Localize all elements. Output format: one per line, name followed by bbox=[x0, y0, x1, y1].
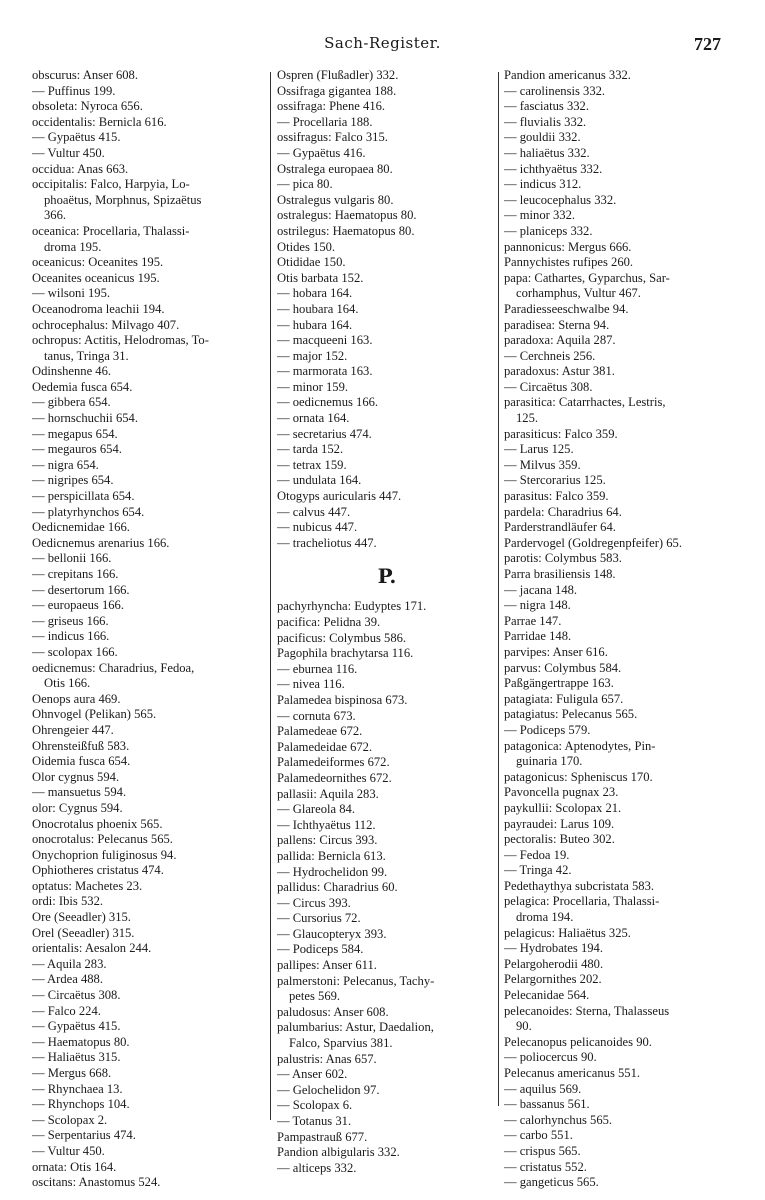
index-entry: pectoralis: Buteo 302. bbox=[504, 832, 615, 847]
index-entry: Otis barbata 152. bbox=[277, 270, 364, 285]
index-entry: — oedicnemus 166. bbox=[277, 395, 379, 410]
index-entry: oceanica: Procellaria, Thalassi- bbox=[32, 223, 190, 238]
index-entry: pacificus: Colymbus 586. bbox=[277, 630, 407, 645]
index-entry: — Haematopus 80. bbox=[32, 1034, 130, 1049]
index-entry-continuation: tanus, Tringa 31. bbox=[44, 348, 129, 363]
index-entry: occipitalis: Falco, Harpyia, Lo- bbox=[32, 177, 190, 192]
index-entry: — eburnea 116. bbox=[277, 661, 358, 676]
index-entry: Palamedea bispinosa 673. bbox=[277, 692, 408, 707]
index-entry: — carolinensis 332. bbox=[504, 83, 606, 98]
index-entry: Oceanodroma leachii 194. bbox=[32, 301, 165, 316]
index-entry: — macqueeni 163. bbox=[277, 333, 373, 348]
index-entry: Orel (Seeadler) 315. bbox=[32, 925, 135, 940]
index-entry: optatus: Machetes 23. bbox=[32, 878, 143, 893]
index-entry: pallipes: Anser 611. bbox=[277, 958, 377, 973]
index-entry: — Falco 224. bbox=[32, 1003, 101, 1018]
index-entry: — planiceps 332. bbox=[504, 223, 593, 238]
index-entry: paradoxa: Aquila 287. bbox=[504, 333, 616, 348]
index-entry: olor: Cygnus 594. bbox=[32, 800, 123, 815]
index-entry: Palamedeornithes 672. bbox=[277, 770, 392, 785]
index-entry: parotis: Colymbus 583. bbox=[504, 551, 622, 566]
index-entry: — Hydrochelidon 99. bbox=[277, 864, 388, 879]
index-entry: orientalis: Aesalon 244. bbox=[32, 941, 152, 956]
index-entry: Onocrotalus phoenix 565. bbox=[32, 816, 163, 831]
index-entry-continuation: droma 195. bbox=[44, 239, 102, 254]
index-entry: ostralegus: Haematopus 80. bbox=[277, 208, 417, 223]
index-entry: Ostralega europaea 80. bbox=[277, 161, 393, 176]
index-entry-continuation: phoaëtus, Morphnus, Spizaëtus bbox=[44, 192, 202, 207]
index-entry: — gouldii 332. bbox=[504, 130, 581, 145]
index-entry: — Vultur 450. bbox=[32, 1143, 105, 1158]
index-entry: ornata: Otis 164. bbox=[32, 1159, 117, 1174]
index-entry: Olor cygnus 594. bbox=[32, 769, 120, 784]
index-entry: patagonica: Aptenodytes, Pin- bbox=[504, 738, 656, 753]
index-entry: Onychoprion fuliginosus 94. bbox=[32, 847, 177, 862]
index-entry: payraudei: Larus 109. bbox=[504, 816, 615, 831]
index-entry: Otides 150. bbox=[277, 239, 336, 254]
index-entry: parasitica: Catarrhactes, Lestris, bbox=[504, 395, 666, 410]
index-entry: Parra brasiliensis 148. bbox=[504, 567, 616, 581]
column-2-o-entries bbox=[277, 68, 497, 551]
index-entry: — platyrhynchos 654. bbox=[32, 504, 145, 519]
index-entry: Pampastrauß 677. bbox=[277, 1129, 368, 1144]
index-entry: Oedemia fusca 654. bbox=[32, 379, 133, 394]
index-entry: — nigra 148. bbox=[504, 598, 571, 613]
index-entry: Pelecanus americanus 551. bbox=[504, 1066, 641, 1080]
index-entry: ossifragus: Falco 315. bbox=[277, 130, 388, 145]
index-entry: — haliaëtus 332. bbox=[504, 145, 590, 160]
index-entry: occidentalis: Bernicla 616. bbox=[32, 114, 167, 129]
index-entry: Parridae 148. bbox=[504, 629, 572, 644]
index-column-2 bbox=[277, 68, 497, 1176]
index-entry: — marmorata 163. bbox=[277, 364, 373, 379]
index-entry: — secretarius 474. bbox=[277, 426, 372, 441]
index-entry: — alticeps 332. bbox=[277, 1160, 357, 1175]
index-entry: papa: Cathartes, Gyparchus, Sar- bbox=[504, 270, 670, 285]
index-entry-continuation: Otis 166. bbox=[44, 676, 91, 691]
index-entry: — Totanus 31. bbox=[277, 1114, 352, 1128]
index-entry: — Ichthyaëtus 112. bbox=[277, 817, 376, 832]
index-entry-continuation: 366. bbox=[44, 208, 67, 223]
index-entry: obsoleta: Nyroca 656. bbox=[32, 99, 143, 114]
index-entry: Pelecanopus pelicanoides 90. bbox=[504, 1034, 652, 1049]
index-entry: parvipes: Anser 616. bbox=[504, 644, 608, 659]
index-entry: onocrotalus: Pelecanus 565. bbox=[32, 832, 173, 847]
index-entry: — hubara 164. bbox=[277, 317, 353, 332]
index-entry: Palamedeidae 672. bbox=[277, 739, 373, 754]
index-entry: Oenops aura 469. bbox=[32, 691, 121, 706]
index-entry: — hornschuchii 654. bbox=[32, 411, 138, 426]
index-entry: ossifraga: Phene 416. bbox=[277, 99, 386, 114]
index-entry: — cornuta 673. bbox=[277, 708, 356, 723]
index-entry: Parderstrandläufer 64. bbox=[504, 520, 616, 535]
index-entry: — hobara 164. bbox=[277, 286, 353, 301]
index-entry: Pelargornithes 202. bbox=[504, 972, 602, 987]
index-entry: ordi: Ibis 532. bbox=[32, 894, 104, 909]
index-entry: Oceanites oceanicus 195. bbox=[32, 270, 160, 285]
index-entry-continuation: droma 194. bbox=[516, 910, 574, 925]
index-entry: — Ardea 488. bbox=[32, 972, 103, 987]
column-rule-right bbox=[498, 72, 499, 1106]
index-entry: paludosus: Anser 608. bbox=[277, 1004, 389, 1019]
index-entry-continuation: corhamphus, Vultur 467. bbox=[516, 286, 641, 301]
index-entry: pacifica: Pelidna 39. bbox=[277, 615, 381, 629]
index-entry: — Circaëtus 308. bbox=[32, 988, 121, 1003]
index-entry: Pedethaythya subcristata 583. bbox=[504, 878, 655, 893]
index-entry: ochropus: Actitis, Helodromas, To- bbox=[32, 333, 209, 348]
index-entry: — europaeus 166. bbox=[32, 598, 124, 613]
index-entry: — Circus 393. bbox=[277, 895, 351, 910]
index-entry: palumbarius: Astur, Daedalion, bbox=[277, 1020, 434, 1035]
index-entry: — Scolopax 6. bbox=[277, 1098, 353, 1113]
index-entry: — fasciatus 332. bbox=[504, 99, 589, 114]
index-entry: Oedicnemidae 166. bbox=[32, 520, 130, 535]
index-entry: pachyrhyncha: Eudyptes 171. bbox=[277, 599, 427, 614]
index-entry: Oidemia fusca 654. bbox=[32, 754, 131, 769]
index-entry: — minor 332. bbox=[504, 208, 576, 223]
index-entry: — calorhynchus 565. bbox=[504, 1112, 613, 1127]
index-entry: pallasii: Aquila 283. bbox=[277, 786, 379, 801]
index-entry: obscurus: Anser 608. bbox=[32, 68, 138, 82]
index-entry: Palamedeiformes 672. bbox=[277, 755, 390, 770]
index-entry: — desertorum 166. bbox=[32, 582, 130, 597]
index-entry: parasitus: Falco 359. bbox=[504, 489, 609, 504]
index-entry: Palamedeae 672. bbox=[277, 724, 363, 739]
index-entry: oedicnemus: Charadrius, Fedoa, bbox=[32, 660, 195, 675]
index-entry: — megauros 654. bbox=[32, 442, 122, 457]
index-entry: Ore (Seeadler) 315. bbox=[32, 910, 131, 925]
column-rule-left bbox=[270, 72, 271, 1120]
index-column-3 bbox=[504, 68, 726, 1191]
index-entry: — cristatus 552. bbox=[504, 1159, 587, 1174]
index-entry: paradoxus: Astur 381. bbox=[504, 364, 615, 379]
index-entry: pelecanoides: Sterna, Thalasseus bbox=[504, 1003, 670, 1018]
index-entry: patagiatus: Pelecanus 565. bbox=[504, 707, 638, 722]
index-entry: — carbo 551. bbox=[504, 1128, 573, 1143]
index-entry: — tetrax 159. bbox=[277, 457, 347, 472]
index-entry: — Cerchneis 256. bbox=[504, 348, 596, 363]
index-entry: pannonicus: Mergus 666. bbox=[504, 239, 632, 254]
index-entry: occidua: Anas 663. bbox=[32, 161, 129, 176]
index-entry: — aquilus 569. bbox=[504, 1081, 582, 1096]
index-entry: — fluvialis 332. bbox=[504, 114, 587, 129]
section-letter-heading: P. bbox=[377, 564, 397, 589]
index-entry: — Anser 602. bbox=[277, 1067, 348, 1082]
index-entry: — undulata 164. bbox=[277, 473, 362, 488]
index-entry: Ohnvogel (Pelikan) 565. bbox=[32, 707, 157, 722]
index-entry: — leucocephalus 332. bbox=[504, 192, 617, 207]
index-entry: — bassanus 561. bbox=[504, 1097, 590, 1112]
index-entry: — mansuetus 594. bbox=[32, 785, 127, 800]
index-column-1 bbox=[32, 68, 262, 1191]
index-entry: Ostralegus vulgaris 80. bbox=[277, 192, 394, 207]
index-entry: — Glareola 84. bbox=[277, 802, 355, 817]
index-entry: — Mergus 668. bbox=[32, 1066, 112, 1080]
index-entry: patagiata: Fuligula 657. bbox=[504, 691, 624, 706]
index-entry: — Fedoa 19. bbox=[504, 847, 570, 862]
index-entry: pallens: Circus 393. bbox=[277, 833, 378, 848]
index-entry: — Gypaëtus 415. bbox=[32, 1019, 121, 1034]
index-entry: — Procellaria 188. bbox=[277, 114, 373, 129]
index-entry: oscitans: Anastomus 524. bbox=[32, 1175, 161, 1190]
index-entry: — Podiceps 579. bbox=[504, 722, 591, 737]
index-entry: Ophiotheres cristatus 474. bbox=[32, 863, 164, 878]
index-entry: pelagica: Procellaria, Thalassi- bbox=[504, 894, 660, 909]
index-entry: parasiticus: Falco 359. bbox=[504, 426, 618, 441]
index-entry: — Tringa 42. bbox=[504, 863, 572, 878]
index-entry: — nigra 654. bbox=[32, 457, 99, 472]
index-entry: ochrocephalus: Milvago 407. bbox=[32, 317, 180, 332]
index-entry: — Cursorius 72. bbox=[277, 911, 361, 926]
index-entry: Pelecanidae 564. bbox=[504, 988, 590, 1003]
index-entry: Pannychistes rufipes 260. bbox=[504, 255, 634, 270]
index-entry: Ohrensteißfuß 583. bbox=[32, 738, 130, 753]
index-entry: Oedicnemus arenarius 166. bbox=[32, 535, 170, 550]
index-entry: palmerstoni: Pelecanus, Tachy- bbox=[277, 973, 435, 988]
index-entry: Pandion albigularis 332. bbox=[277, 1145, 400, 1160]
index-entry: paradisea: Sterna 94. bbox=[504, 317, 610, 332]
index-entry: Pagophila brachytarsa 116. bbox=[277, 646, 414, 661]
index-entry: — Rhynchops 104. bbox=[32, 1097, 130, 1112]
index-entry: Paßgängertrappe 163. bbox=[504, 676, 614, 691]
index-entry: — Serpentarius 474. bbox=[32, 1128, 136, 1143]
index-entry: Pandion americanus 332. bbox=[504, 68, 631, 82]
index-entry: pelagicus: Haliaëtus 325. bbox=[504, 925, 631, 940]
index-entry: — Circaëtus 308. bbox=[504, 379, 593, 394]
column-2-p-entries bbox=[277, 599, 497, 1176]
index-entry: Ospren (Flußadler) 332. bbox=[277, 68, 399, 82]
index-entry: — nubicus 447. bbox=[277, 520, 358, 535]
index-entry: Paradiesseeschwalbe 94. bbox=[504, 301, 629, 316]
index-entry: pallidus: Charadrius 60. bbox=[277, 880, 398, 895]
index-entry: ostrilegus: Haematopus 80. bbox=[277, 223, 415, 238]
index-entry: — nivea 116. bbox=[277, 677, 345, 692]
index-entry: Ohrengeier 447. bbox=[32, 722, 114, 737]
index-entry: pardela: Charadrius 64. bbox=[504, 504, 622, 519]
index-entry: Otogyps auricularis 447. bbox=[277, 489, 402, 504]
index-entry: — pica 80. bbox=[277, 177, 333, 192]
index-entry: — scolopax 166. bbox=[32, 644, 118, 659]
index-entry: — nigripes 654. bbox=[32, 473, 114, 488]
index-entry: — Vultur 450. bbox=[32, 145, 105, 160]
index-entry: oceanicus: Oceanites 195. bbox=[32, 255, 164, 270]
index-entry: pallida: Bernicla 613. bbox=[277, 848, 386, 863]
index-entry: — gangeticus 565. bbox=[504, 1175, 599, 1190]
index-entry: Pardervogel (Goldregenpfeifer) 65. bbox=[504, 535, 682, 550]
index-entry: — houbara 164. bbox=[277, 301, 359, 316]
page-number: 727 bbox=[694, 34, 721, 54]
index-entry: — Puffinus 199. bbox=[32, 83, 116, 98]
index-entry: — Aquila 283. bbox=[32, 956, 107, 971]
index-entry: — crepitans 166. bbox=[32, 567, 119, 581]
index-entry: patagonicus: Spheniscus 170. bbox=[504, 769, 653, 784]
index-entry: — calvus 447. bbox=[277, 504, 351, 519]
index-entry: — Glaucopteryx 393. bbox=[277, 926, 387, 941]
index-entry: — Podiceps 584. bbox=[277, 942, 364, 957]
index-entry-continuation: 125. bbox=[516, 411, 539, 426]
index-entry: — Scolopax 2. bbox=[32, 1112, 108, 1127]
index-entry: — griseus 166. bbox=[32, 613, 109, 628]
index-entry: — Larus 125. bbox=[504, 442, 574, 457]
index-entry: — indicus 166. bbox=[32, 629, 110, 644]
index-entry: — major 152. bbox=[277, 348, 348, 363]
index-entry-continuation: guinaria 170. bbox=[516, 754, 583, 769]
index-entry: — Gypaëtus 415. bbox=[32, 130, 121, 145]
index-entry: palustris: Anas 657. bbox=[277, 1051, 377, 1066]
running-head: Sach-Register. bbox=[324, 34, 441, 52]
index-entry: paykullii: Scolopax 21. bbox=[504, 800, 622, 815]
index-entry: — Gypaëtus 416. bbox=[277, 145, 366, 160]
index-entry: — perspicillata 654. bbox=[32, 489, 135, 504]
index-entry-continuation: Falco, Sparvius 381. bbox=[289, 1036, 393, 1051]
index-entry: — minor 159. bbox=[277, 379, 349, 394]
index-entry: Parrae 147. bbox=[504, 613, 562, 628]
index-entry: Ossifraga gigantea 188. bbox=[277, 83, 397, 98]
index-entry: Odinshenne 46. bbox=[32, 364, 112, 379]
index-entry: Pelargoherodii 480. bbox=[504, 956, 604, 971]
index-entry: — poliocercus 90. bbox=[504, 1050, 597, 1065]
index-entry: — jacana 148. bbox=[504, 582, 578, 597]
index-entry: Otididae 150. bbox=[277, 255, 346, 270]
index-entry: parvus: Colymbus 584. bbox=[504, 660, 622, 675]
index-entry: — tracheliotus 447. bbox=[277, 535, 377, 550]
index-entry: — Milvus 359. bbox=[504, 457, 581, 472]
index-entry: — bellonii 166. bbox=[32, 551, 112, 566]
index-entry: — ichthyaëtus 332. bbox=[504, 161, 603, 176]
index-entry-continuation: petes 569. bbox=[289, 989, 341, 1004]
index-entry: — Gelochelidon 97. bbox=[277, 1082, 380, 1097]
index-entry: — tarda 152. bbox=[277, 442, 344, 457]
index-entry: — Stercorarius 125. bbox=[504, 473, 606, 488]
index-entry: Pavoncella pugnax 23. bbox=[504, 785, 619, 800]
index-entry: — wilsoni 195. bbox=[32, 286, 111, 301]
index-entry: — Rhynchaea 13. bbox=[32, 1081, 123, 1096]
index-entry: — crispus 565. bbox=[504, 1143, 581, 1158]
index-entry: — Haliaëtus 315. bbox=[32, 1050, 121, 1065]
index-entry: — megapus 654. bbox=[32, 426, 118, 441]
index-entry: — Hydrobates 194. bbox=[504, 941, 603, 956]
index-entry: — ornata 164. bbox=[277, 411, 350, 426]
index-entry: — gibbera 654. bbox=[32, 395, 111, 410]
index-entry: — indicus 312. bbox=[504, 177, 582, 192]
index-entry-continuation: 90. bbox=[516, 1019, 532, 1034]
